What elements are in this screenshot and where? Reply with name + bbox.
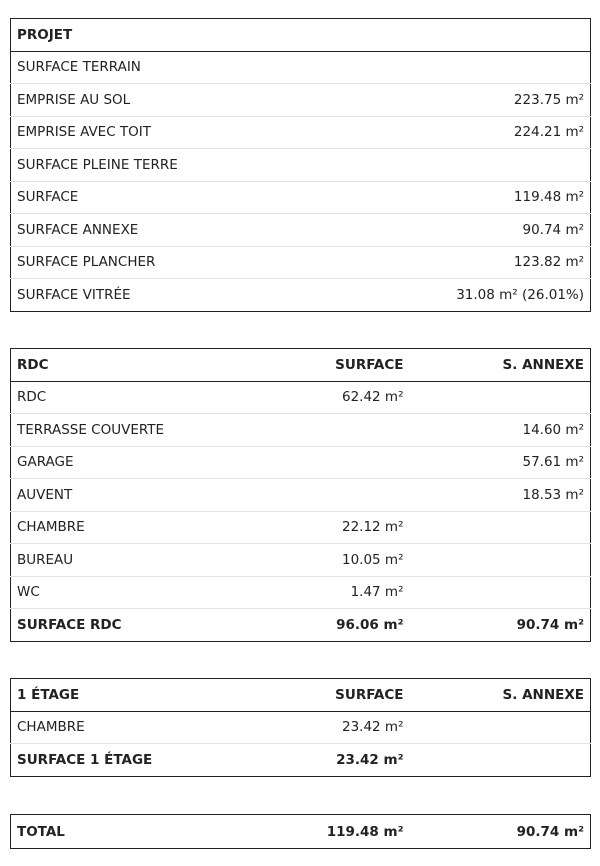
rdc-header-annexe: S. ANNEXE — [410, 349, 591, 382]
row-label: WC — [11, 576, 266, 609]
row-label: EMPRISE AU SOL — [11, 84, 301, 117]
etage-total-row — [11, 744, 591, 777]
rdc-total-label: SURFACE RDC — [11, 609, 266, 642]
etage-total-surface: 23.42 m² — [266, 744, 410, 777]
row-value — [301, 149, 591, 182]
total-surface: 119.48 m² — [326, 823, 404, 840]
row-annexe — [410, 711, 591, 744]
row-value: 90.74 m² — [301, 214, 591, 247]
row-value: 123.82 m² — [301, 246, 591, 279]
table-row — [11, 511, 591, 544]
table-row — [11, 544, 591, 577]
row-annexe — [410, 511, 591, 544]
projet-header-row — [11, 19, 591, 52]
table-row — [11, 214, 591, 247]
row-surface: 1.47 m² — [266, 576, 410, 609]
total-label: TOTAL — [17, 823, 65, 840]
total-annexe: 90.74 m² — [516, 823, 584, 840]
row-surface: 10.05 m² — [266, 544, 410, 577]
etage-header-annexe: S. ANNEXE — [410, 679, 591, 712]
row-label: SURFACE TERRAIN — [11, 51, 301, 84]
row-label: SURFACE VITRÉE — [17, 286, 131, 303]
table-row — [11, 246, 591, 279]
rdc-header-surface: SURFACE — [266, 349, 410, 382]
table-row — [11, 381, 591, 414]
projet-table — [10, 18, 591, 312]
table-row — [11, 711, 591, 744]
row-surface — [266, 479, 410, 512]
row-annexe — [410, 544, 591, 577]
rdc-total-surface: 96.06 m² — [266, 609, 410, 642]
row-label: AUVENT — [11, 479, 266, 512]
row-annexe: 57.61 m² — [410, 446, 591, 479]
row-surface: 23.42 m² — [266, 711, 410, 744]
rdc-total-annexe: 90.74 m² — [410, 609, 591, 642]
row-annexe — [410, 576, 591, 609]
row-label: TERRASSE COUVERTE — [11, 414, 266, 447]
table-row — [11, 414, 591, 447]
etage-header-surface: SURFACE — [266, 679, 410, 712]
table-row — [11, 149, 591, 182]
total-row — [11, 815, 591, 849]
table-row — [11, 446, 591, 479]
rdc-header-label: RDC — [11, 349, 266, 382]
table-row — [11, 51, 591, 84]
projet-title: PROJET — [11, 19, 591, 52]
row-value: 119.48 m² — [301, 181, 591, 214]
etage-total-annexe — [410, 744, 591, 777]
total-table — [10, 814, 591, 849]
row-label: SURFACE ANNEXE — [11, 214, 301, 247]
row-label: CHAMBRE — [11, 711, 266, 744]
row-surface — [266, 446, 410, 479]
table-row — [11, 181, 591, 214]
table-row — [11, 116, 591, 149]
row-label: SURFACE — [11, 181, 301, 214]
row-surface: 62.42 m² — [266, 381, 410, 414]
row-label: GARAGE — [11, 446, 266, 479]
row-label: SURFACE PLEINE TERRE — [11, 149, 301, 182]
row-label: BUREAU — [11, 544, 266, 577]
row-value: 224.21 m² — [301, 116, 591, 149]
rdc-header-row — [11, 349, 591, 382]
row-label: EMPRISE AVEC TOIT — [11, 116, 301, 149]
etage-header-row — [11, 679, 591, 712]
row-annexe: 18.53 m² — [410, 479, 591, 512]
table-row — [11, 576, 591, 609]
etage-table — [10, 678, 591, 777]
table-row — [11, 479, 591, 512]
row-label: CHAMBRE — [11, 511, 266, 544]
row-label: SURFACE PLANCHER — [11, 246, 301, 279]
etage-total-label: SURFACE 1 ÉTAGE — [11, 744, 266, 777]
row-label: RDC — [11, 381, 266, 414]
row-value: 223.75 m² — [301, 84, 591, 117]
rdc-table — [10, 348, 591, 642]
rdc-total-row — [11, 609, 591, 642]
table-row — [11, 84, 591, 117]
row-value: 31.08 m² (26.01%) — [456, 286, 585, 303]
table-row — [11, 279, 591, 312]
row-surface — [266, 414, 410, 447]
row-annexe: 14.60 m² — [410, 414, 591, 447]
row-value — [301, 51, 591, 84]
etage-header-label: 1 ÉTAGE — [11, 679, 266, 712]
row-annexe — [410, 381, 591, 414]
row-surface: 22.12 m² — [266, 511, 410, 544]
